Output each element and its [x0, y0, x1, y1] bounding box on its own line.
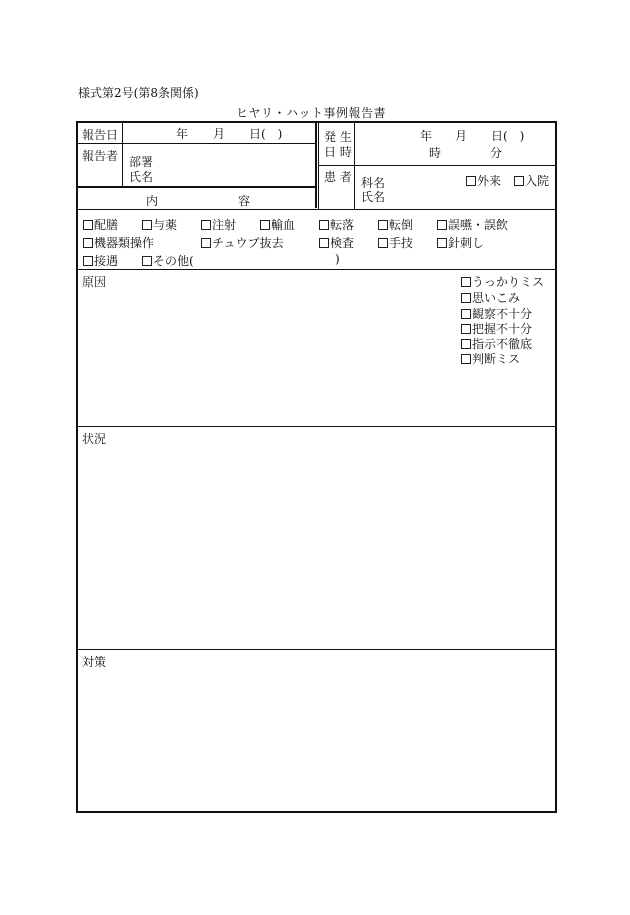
checkbox[interactable]	[319, 238, 329, 248]
cat-tenraku[interactable]: 転落	[319, 216, 354, 233]
cat-setsugu[interactable]: 接遇	[83, 252, 118, 269]
checkbox[interactable]	[142, 220, 152, 230]
occurrence-hour: 時	[429, 146, 442, 160]
checkbox[interactable]	[461, 354, 471, 364]
checkbox[interactable]	[201, 238, 211, 248]
reporter-label: 報告者	[82, 149, 119, 163]
cause-shiji[interactable]: 指示不徹底	[461, 335, 532, 352]
inpatient-checkbox[interactable]	[514, 176, 524, 186]
checkbox[interactable]	[260, 220, 270, 230]
cause-omoikomi[interactable]: 思いこみ	[461, 289, 520, 306]
checkbox[interactable]	[378, 220, 388, 230]
checkbox[interactable]	[461, 324, 471, 334]
inpatient-option[interactable]: 入院	[514, 172, 549, 189]
checkbox[interactable]	[201, 220, 211, 230]
cat-harisashi[interactable]: 針刺し	[437, 234, 484, 251]
cat-other[interactable]: その他(	[142, 252, 194, 269]
checkbox[interactable]	[83, 238, 93, 248]
checkbox[interactable]	[461, 293, 471, 303]
occurrence-day: 日( )	[491, 129, 525, 143]
cause-label: 原因	[82, 275, 107, 289]
cat-kiki[interactable]: 機器類操作	[83, 234, 154, 251]
form-title: ヒヤリ・ハット事例報告書	[236, 106, 387, 120]
checkbox[interactable]	[437, 220, 447, 230]
cat-shugi[interactable]: 手技	[378, 234, 413, 251]
cat-yuketsu[interactable]: 輸血	[260, 216, 295, 233]
occurrence-label-bottom: 日 時	[324, 145, 352, 159]
checkbox[interactable]	[437, 238, 447, 248]
checkbox[interactable]	[461, 339, 471, 349]
patient-dept-label: 科名	[361, 176, 386, 190]
checkbox[interactable]	[83, 220, 93, 230]
form-number: 様式第2号(第8条関係)	[78, 86, 199, 100]
reporter-dept-label: 部署	[129, 155, 154, 169]
cat-yoyaku[interactable]: 与薬	[142, 216, 177, 233]
report-date-day: 日( )	[249, 127, 283, 141]
cat-haizen[interactable]: 配膳	[83, 216, 118, 233]
patient-name-label: 氏名	[361, 190, 386, 204]
cause-kansatsu[interactable]: 観察不十分	[461, 305, 532, 322]
cause-handan[interactable]: 判断ミス	[461, 350, 520, 367]
cat-tube[interactable]: チュウブ抜去	[201, 234, 284, 251]
checkbox[interactable]	[378, 238, 388, 248]
checkbox[interactable]	[142, 256, 152, 266]
cat-tento[interactable]: 転倒	[378, 216, 413, 233]
cat-other-close: )	[335, 252, 340, 266]
situation-label: 状況	[82, 432, 107, 446]
checkbox[interactable]	[461, 309, 471, 319]
occurrence-month: 月	[455, 129, 468, 143]
outpatient-checkbox[interactable]	[466, 176, 476, 186]
content-header-right: 容	[238, 194, 251, 208]
outpatient-option[interactable]: 外来	[466, 172, 501, 189]
checkbox[interactable]	[319, 220, 329, 230]
content-header-left: 内	[146, 194, 159, 208]
occurrence-year: 年	[420, 129, 433, 143]
occurrence-label-top: 発 生	[324, 130, 352, 144]
reporter-name-label: 氏名	[129, 170, 154, 184]
checkbox[interactable]	[83, 256, 93, 266]
cause-ukkari[interactable]: うっかりミス	[461, 273, 544, 290]
cat-goen[interactable]: 誤嚥・誤飲	[437, 216, 508, 233]
countermeasure-label: 対策	[82, 655, 107, 669]
report-date-label: 報告日	[82, 128, 119, 142]
cause-haaku[interactable]: 把握不十分	[461, 320, 532, 337]
report-date-year: 年	[176, 127, 189, 141]
checkbox[interactable]	[461, 277, 471, 287]
occurrence-minute: 分	[490, 146, 503, 160]
cat-kensa[interactable]: 検査	[319, 234, 354, 251]
patient-label: 患 者	[324, 170, 352, 184]
cat-chusha[interactable]: 注射	[201, 216, 236, 233]
report-date-month: 月	[213, 127, 226, 141]
